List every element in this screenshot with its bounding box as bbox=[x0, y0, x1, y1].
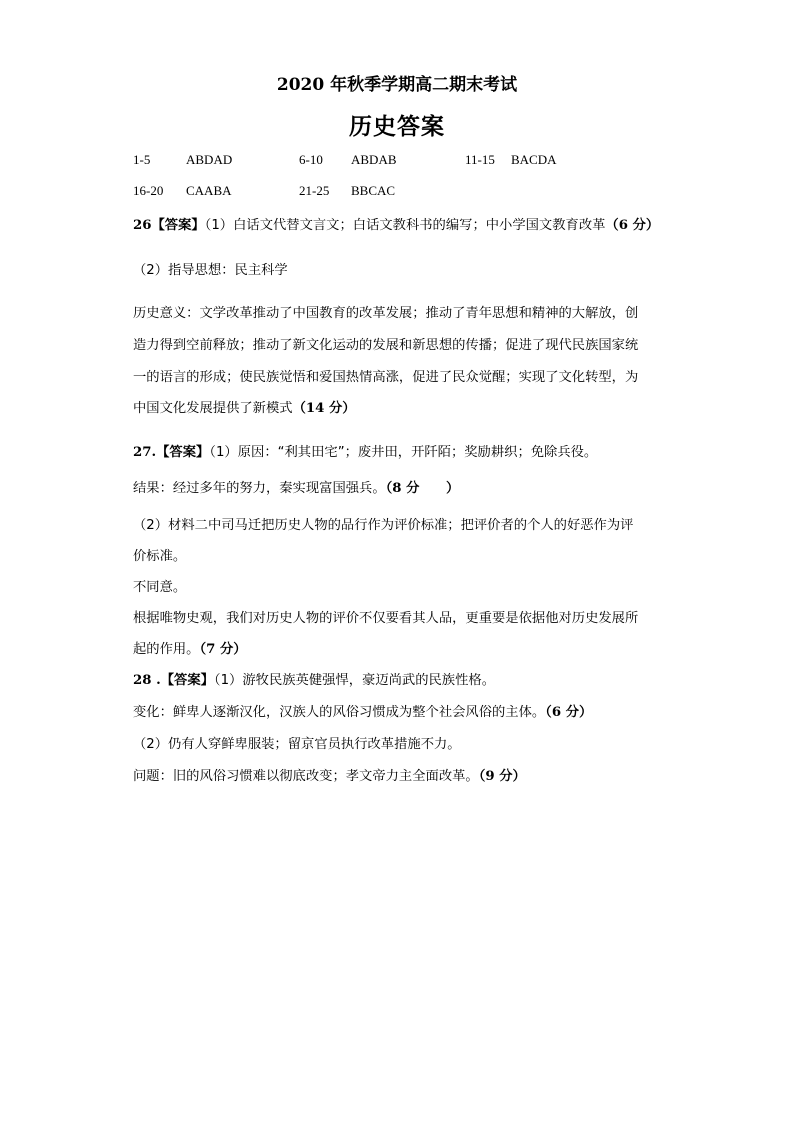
q28-problem-text: 问题：旧的风俗习惯难以彻底改变；孝文帝力主全面改革。 bbox=[133, 769, 479, 784]
q27-part1 bbox=[133, 441, 674, 460]
q26-part2: （2）指导思想：民主科学 bbox=[133, 263, 288, 278]
q27-part1-text: （1）原因：“利其田宅”；废井田，开阡陌；奖励耕织；免除兵役。 bbox=[209, 445, 598, 460]
q27-label: 27.【答案】 bbox=[133, 445, 210, 460]
q26-part1-score: （6 分） bbox=[605, 218, 660, 233]
q27-part2-line: （2）材料二中司马迁把历史人物的品行作为评价标准；把评价者的个人的好恶作为评 bbox=[133, 518, 634, 533]
mc-range: 11-15 bbox=[465, 152, 495, 167]
q28-problem bbox=[133, 765, 674, 784]
answer-subtitle: 历史答案 bbox=[349, 113, 445, 140]
q27-result-score: （8 分 ） bbox=[385, 481, 460, 496]
q28-label: 28 .【答案】 bbox=[133, 673, 214, 688]
q26-significance-line: 造力得到空前释放；推动了新文化运动的发展和新思想的传播；促进了现代民族国家统 bbox=[133, 338, 639, 353]
mc-range: 21-25 bbox=[299, 183, 330, 198]
q27-result-text: 结果：经过多年的努力，秦实现富国强兵。 bbox=[133, 481, 386, 496]
q26-significance-line: 历史意义：文学改革推动了中国教育的改革发展；推动了青年思想和精神的大解放，创 bbox=[133, 306, 639, 321]
q26-part1 bbox=[133, 214, 674, 233]
q27-result bbox=[133, 477, 674, 496]
mc-answers: CAABA bbox=[186, 183, 232, 198]
q26-score: （14 分） bbox=[292, 401, 356, 416]
q26-significance-text: 中国文化发展提供了新模式 bbox=[133, 401, 293, 416]
q28-part1 bbox=[133, 669, 674, 688]
q26-significance-last bbox=[133, 397, 674, 416]
mc-answers: BBCAC bbox=[351, 183, 396, 198]
mc-range: 16-20 bbox=[133, 183, 164, 198]
q28-change bbox=[133, 701, 674, 720]
q28-part2: （2）仍有人穿鲜卑服装；留京官员执行改革措施不力。 bbox=[133, 737, 461, 752]
mc-range: 6-10 bbox=[299, 152, 323, 167]
q26-part1-text: （1）白话文代替文言文；白话文教科书的编写；中小学国文教育改革 bbox=[204, 218, 606, 233]
q27-reason-text: 起的作用。 bbox=[133, 642, 200, 657]
q26-label: 26【答案】 bbox=[133, 218, 205, 233]
q28-change-score: （6 分） bbox=[545, 705, 593, 720]
q27-part2-line: 价标准。 bbox=[133, 549, 187, 564]
q27-reason-line: 根据唯物史观，我们对历史人物的评价不仅要看其人品，更重要是依据他对历史发展所 bbox=[133, 611, 639, 626]
mc-range: 1-5 bbox=[133, 152, 151, 167]
q28-change-text: 变化：鲜卑人逐渐汉化，汉族人的风俗习惯成为整个社会风俗的主体。 bbox=[133, 705, 546, 720]
q28-problem-score: （9 分） bbox=[478, 769, 526, 784]
q27-reason-last bbox=[133, 638, 674, 657]
q27-disagree: 不同意。 bbox=[133, 580, 187, 595]
mc-answers: ABDAD bbox=[186, 152, 233, 167]
q28-part1-text: （1）游牧民族英健强悍，豪迈尚武的民族性格。 bbox=[213, 673, 495, 688]
exam-title: 2020 年秋季学期高二期末考试 bbox=[276, 75, 518, 95]
mc-answers: ABDAB bbox=[351, 152, 397, 167]
q26-significance-line: 一的语言的形成；使民族觉悟和爱国热情高涨，促进了民众觉醒；实现了文化转型，为 bbox=[133, 370, 639, 385]
q27-score: （7 分） bbox=[199, 642, 247, 657]
mc-answers: BACDA bbox=[511, 152, 557, 167]
